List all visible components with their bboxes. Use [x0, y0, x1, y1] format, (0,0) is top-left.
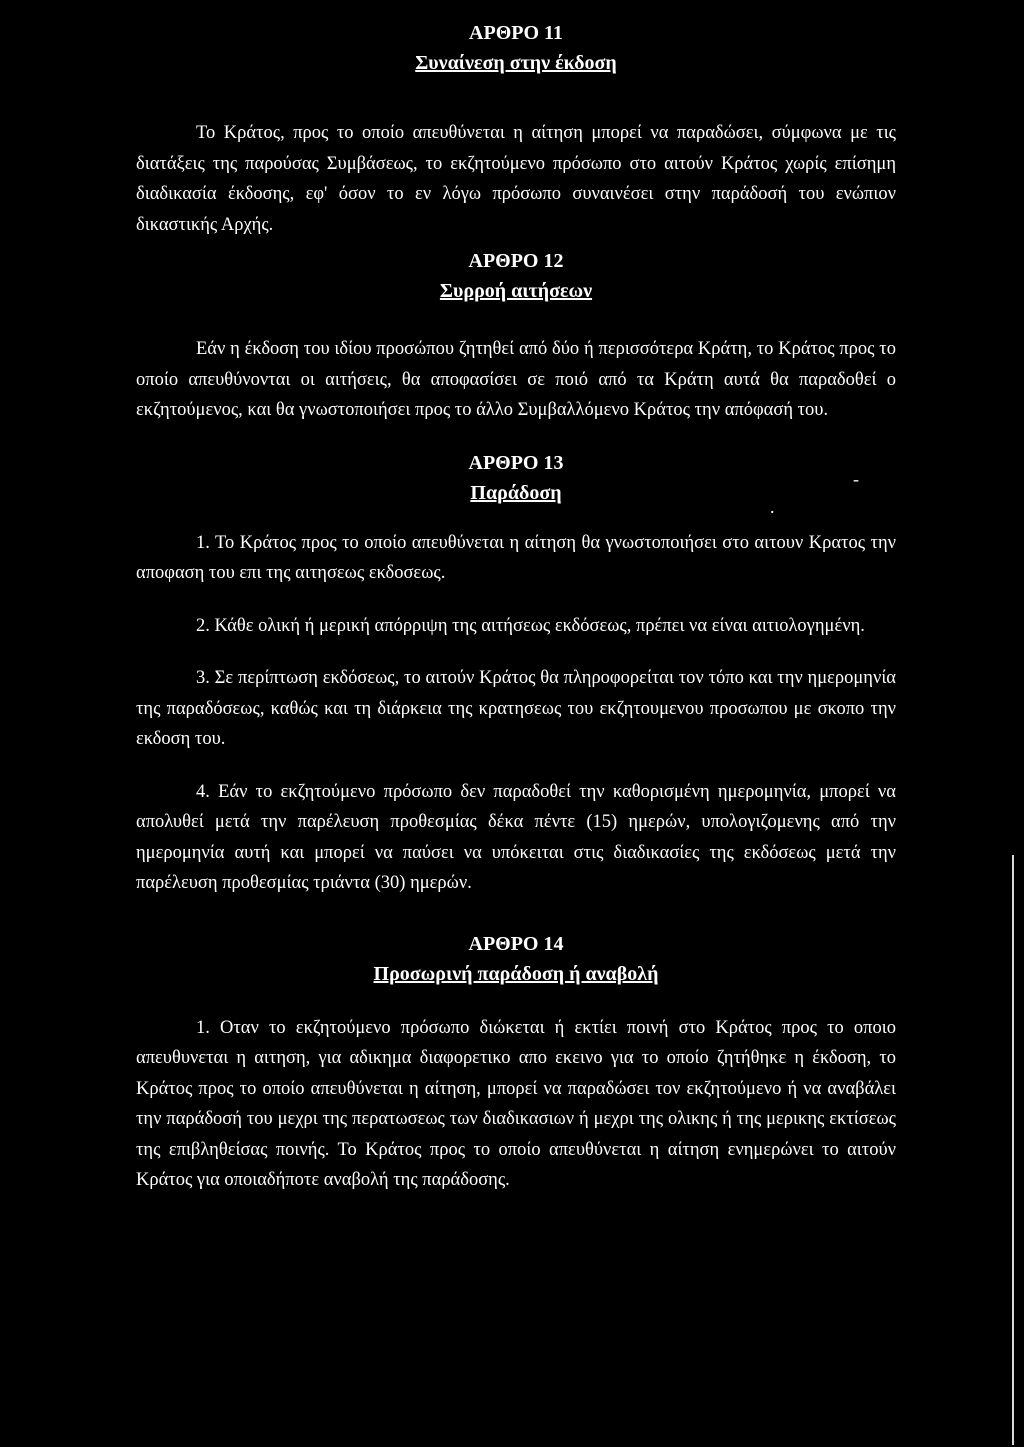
article-13-paragraph-2: 2. Κάθε ολική ή μερική απόρριψη της αιτήσεως εκδόσεως, πρέπει να είναι αιτιολογημένη. [196, 615, 865, 636]
article-13-paragraph-1: 1. Το Κράτος προς το οποίο απευθύνεται η αίτηση θα γνωστοποιήσει στο αιτουν Κρατος την αποφαση του επι της αιτησεως εκδοσεως. [136, 532, 896, 583]
article-11-paragraph: Το Κράτος, προς το οποίο απευθύνεται η αίτηση μπορεί να παραδώσει, σύμφωνα με τις διατάξεις της παρούσας Συμβάσεως, το εκζητούμενο πρόσωπο στο αιτούν Κράτος χωρίς επίσημη διαδικασία έκδοσης, εφ' όσον το εν λόγω πρόσωπο συναινέσει στην παράδοσή του ενώπιον δικαστικής Αρχής. [136, 123, 896, 235]
article-14-paragraph-1: 1. Οταν το εκζητούμενο πρόσωπο διώκεται ή εκτίει ποινή στο Κράτος προς το οποιο απευθυνεται η αιτηση, για αδικημα διαφορετικο απο εκεινο για το οποίο ζητήθηκε η έκδοση, το Κράτος προς το οποίο απευθύνεται η αίτηση, μπορεί να παραδώσει τον εκζητούμενο ή να αναβάλει την παράδοσή του μεχρι της περατωσεως των διαδικασιων ή μεχρι της ολικης ή της μερικης εκτίσεως της επιβληθείσας ποινής. Το Κράτος προς το οποίο απευθύνεται η αίτηση ενημερώνει το αιτούν Κράτος για οποιαδήποτε αναβολή της παράδοσης. [136, 1017, 896, 1190]
article-12-paragraph: Εάν η έκδοση του ιδίου προσώπου ζητηθεί από δύο ή περισσότερα Κράτη, το Κράτος προς το οποίο απευθύνονται οι αιτήσεις, θα αποφασίσει σε ποιό από τα Κράτη αυτά θα παραδοθεί ο εκζητούμενος, και θα γνωστοποιήσει προς το άλλο Συμβαλλόμενο Κράτος την απόφασή του. [136, 339, 896, 420]
article-14-title: Προσωρινή παράδοση ή αναβολή [373, 962, 659, 985]
article-12-number: ΑΡΘΡΟ 12 [468, 250, 564, 272]
article-13 [136, 448, 896, 899]
stray-dot-mark: . [770, 497, 775, 517]
document-page [136, 18, 896, 1196]
article-12-title: Συρροή αιτήσεων [439, 280, 593, 302]
article-11-number: ΑΡΘΡΟ 11 [469, 22, 563, 44]
article-13-number: ΑΡΘΡΟ 13 [468, 451, 564, 474]
article-11-title: Συναίνεση στην έκδοση [415, 52, 617, 74]
stray-dash-mark: - [853, 469, 859, 489]
article-13-paragraph-4: 4. Εάν το εκζητούμενο πρόσωπο δεν παραδοθεί την καθορισμένη ημερομηνία, μπορεί να απολυθεί μετά την παρέλευση προθεσμίας δέκα πέντε (15) ημερών, υπολογιζομενης από την ημερομηνία αυτή και μπορεί να παύσει να υπόκειται στις διαδικασίες της εκδόσεως μετά την παρέλευση προθεσμίας τριάντα (30) ημερών. [136, 781, 896, 893]
article-14 [136, 929, 896, 1196]
article-12 [136, 246, 896, 426]
article-11 [136, 18, 896, 240]
article-13-title: Παράδοση [470, 481, 562, 504]
scan-edge-line [1012, 855, 1014, 1445]
article-13-paragraph-3: 3. Σε περίπτωση εκδόσεως, το αιτούν Κράτος θα πληροφορείται τον τόπο και την ημερομηνία της παραδόσεως, καθώς και τη διάρκεια της κρατησεως του εκζητουμενου προσωπου με σκοπο την εκδοση του. [136, 668, 896, 749]
article-14-number: ΑΡΘΡΟ 14 [468, 932, 564, 955]
